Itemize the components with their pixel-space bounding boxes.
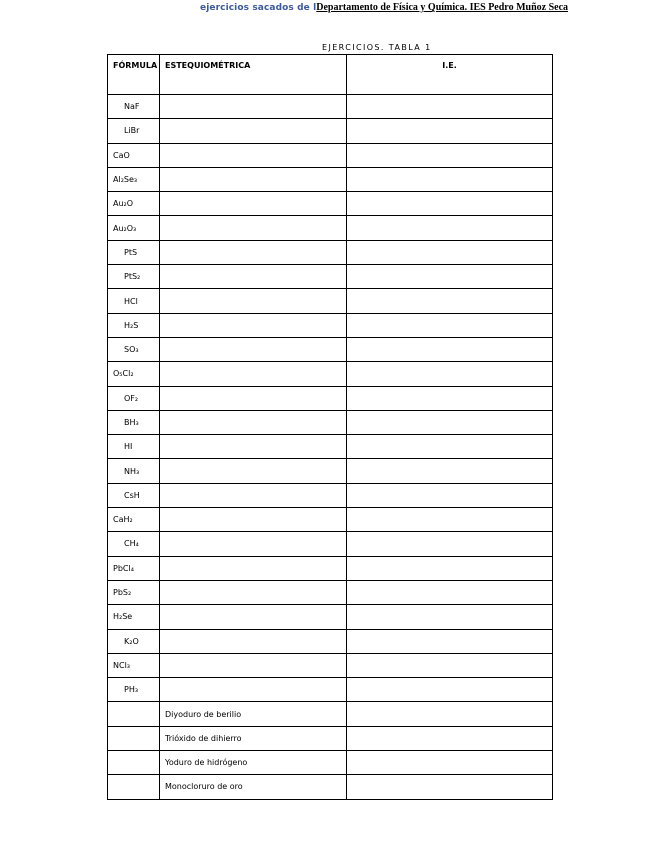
table-row (108, 605, 553, 629)
formula-cell: NH₃ (108, 459, 160, 483)
table-row (108, 289, 553, 313)
stoichiometric-answer-cell[interactable] (160, 265, 347, 289)
ie-answer-cell[interactable] (347, 265, 553, 289)
ie-answer-cell[interactable] (347, 678, 553, 702)
ie-answer-cell[interactable] (347, 167, 553, 191)
formula-cell: PH₃ (108, 678, 160, 702)
ie-answer-cell[interactable] (347, 653, 553, 677)
stoichiometric-answer-cell[interactable] (160, 410, 347, 434)
stoichiometric-answer-cell[interactable] (160, 362, 347, 386)
stoichiometric-answer-cell[interactable] (160, 216, 347, 240)
table-row (108, 337, 553, 361)
column-header-formula: FÓRMULA (108, 55, 160, 95)
stoichiometric-answer-cell[interactable] (160, 167, 347, 191)
table-row (108, 265, 553, 289)
formula-cell: NCl₃ (108, 653, 160, 677)
formula-cell: Au₂O (108, 192, 160, 216)
formula-cell: OF₂ (108, 386, 160, 410)
table-row (108, 726, 553, 750)
table-caption: EJERCICIOS. TABLA 1 (322, 43, 432, 52)
stoichiometric-answer-cell[interactable] (160, 435, 347, 459)
ie-answer-cell[interactable] (347, 702, 553, 726)
formula-cell: NaF (108, 95, 160, 119)
compound-name-cell: Trióxido de dihierro (160, 726, 347, 750)
column-header-ie: I.E. (347, 55, 553, 95)
stoichiometric-answer-cell[interactable] (160, 580, 347, 604)
column-header-stoichiometric: ESTEQUIOMÉTRICA (160, 55, 347, 95)
stoichiometric-answer-cell[interactable] (160, 337, 347, 361)
table-row (108, 216, 553, 240)
stoichiometric-answer-cell[interactable] (160, 508, 347, 532)
table-row (108, 702, 553, 726)
ie-answer-cell[interactable] (347, 362, 553, 386)
compound-name-cell: Diyoduro de berilio (160, 702, 347, 726)
formula-cell: BH₃ (108, 410, 160, 434)
ie-answer-cell[interactable] (347, 483, 553, 507)
formula-cell: H₂Se (108, 605, 160, 629)
formula-cell: PtS (108, 240, 160, 264)
formula-cell: CaO (108, 143, 160, 167)
formula-cell: HI (108, 435, 160, 459)
formula-cell: LiBr (108, 119, 160, 143)
stoichiometric-answer-cell[interactable] (160, 678, 347, 702)
compound-name-cell: Yoduro de hidrógeno (160, 751, 347, 775)
ie-answer-cell[interactable] (347, 508, 553, 532)
exercise-table (107, 54, 553, 800)
stoichiometric-answer-cell[interactable] (160, 289, 347, 313)
ie-answer-cell[interactable] (347, 337, 553, 361)
table-row (108, 95, 553, 119)
table-row (108, 362, 553, 386)
source-link[interactable]: Departamento de Física y Química. IES Pedro Muñoz Seca (316, 2, 569, 13)
ie-answer-cell[interactable] (347, 386, 553, 410)
formula-answer-cell[interactable] (108, 775, 160, 799)
table-row (108, 580, 553, 604)
stoichiometric-answer-cell[interactable] (160, 532, 347, 556)
ie-answer-cell[interactable] (347, 459, 553, 483)
table-row (108, 775, 553, 799)
ie-answer-cell[interactable] (347, 240, 553, 264)
ie-answer-cell[interactable] (347, 532, 553, 556)
ie-answer-cell[interactable] (347, 629, 553, 653)
ie-answer-cell[interactable] (347, 95, 553, 119)
stoichiometric-answer-cell[interactable] (160, 605, 347, 629)
table-row (108, 192, 553, 216)
ie-answer-cell[interactable] (347, 410, 553, 434)
table-row (108, 119, 553, 143)
formula-cell: K₂O (108, 629, 160, 653)
table-row (108, 653, 553, 677)
stoichiometric-answer-cell[interactable] (160, 119, 347, 143)
formula-answer-cell[interactable] (108, 726, 160, 750)
table-row (108, 143, 553, 167)
table-header-row (108, 55, 553, 95)
stoichiometric-answer-cell[interactable] (160, 192, 347, 216)
ie-answer-cell[interactable] (347, 435, 553, 459)
ie-answer-cell[interactable] (347, 216, 553, 240)
source-line (200, 2, 568, 13)
formula-answer-cell[interactable] (108, 751, 160, 775)
ie-answer-cell[interactable] (347, 556, 553, 580)
ie-answer-cell[interactable] (347, 605, 553, 629)
stoichiometric-answer-cell[interactable] (160, 653, 347, 677)
table-row (108, 167, 553, 191)
formula-cell: O₅Cl₂ (108, 362, 160, 386)
table-row (108, 532, 553, 556)
ie-answer-cell[interactable] (347, 313, 553, 337)
formula-answer-cell[interactable] (108, 702, 160, 726)
table-body (108, 95, 553, 800)
ie-answer-cell[interactable] (347, 775, 553, 799)
stoichiometric-answer-cell[interactable] (160, 386, 347, 410)
ie-answer-cell[interactable] (347, 726, 553, 750)
table-row (108, 386, 553, 410)
formula-cell: PbCl₄ (108, 556, 160, 580)
table-row (108, 459, 553, 483)
table-row (108, 678, 553, 702)
formula-cell: HCl (108, 289, 160, 313)
ie-answer-cell[interactable] (347, 289, 553, 313)
ie-answer-cell[interactable] (347, 580, 553, 604)
formula-cell: CsH (108, 483, 160, 507)
formula-cell: Al₂Se₃ (108, 167, 160, 191)
stoichiometric-answer-cell[interactable] (160, 459, 347, 483)
table-row (108, 508, 553, 532)
stoichiometric-answer-cell[interactable] (160, 483, 347, 507)
ie-answer-cell[interactable] (347, 143, 553, 167)
table-row (108, 751, 553, 775)
formula-cell: CH₄ (108, 532, 160, 556)
stoichiometric-answer-cell[interactable] (160, 95, 347, 119)
table-row (108, 483, 553, 507)
stoichiometric-answer-cell[interactable] (160, 240, 347, 264)
table-row (108, 556, 553, 580)
formula-cell: CaH₂ (108, 508, 160, 532)
stoichiometric-answer-cell[interactable] (160, 556, 347, 580)
stoichiometric-answer-cell[interactable] (160, 143, 347, 167)
table-row (108, 629, 553, 653)
table-row (108, 240, 553, 264)
stoichiometric-answer-cell[interactable] (160, 629, 347, 653)
table-row (108, 410, 553, 434)
formula-cell: PtS₂ (108, 265, 160, 289)
formula-cell: PbS₂ (108, 580, 160, 604)
source-lead-text: ejercicios sacados de l (200, 3, 317, 13)
formula-cell: SO₃ (108, 337, 160, 361)
ie-answer-cell[interactable] (347, 751, 553, 775)
formula-cell: Au₂O₃ (108, 216, 160, 240)
table-row (108, 313, 553, 337)
ie-answer-cell[interactable] (347, 119, 553, 143)
stoichiometric-answer-cell[interactable] (160, 313, 347, 337)
table-row (108, 435, 553, 459)
ie-answer-cell[interactable] (347, 192, 553, 216)
compound-name-cell: Monocloruro de oro (160, 775, 347, 799)
formula-cell: H₂S (108, 313, 160, 337)
